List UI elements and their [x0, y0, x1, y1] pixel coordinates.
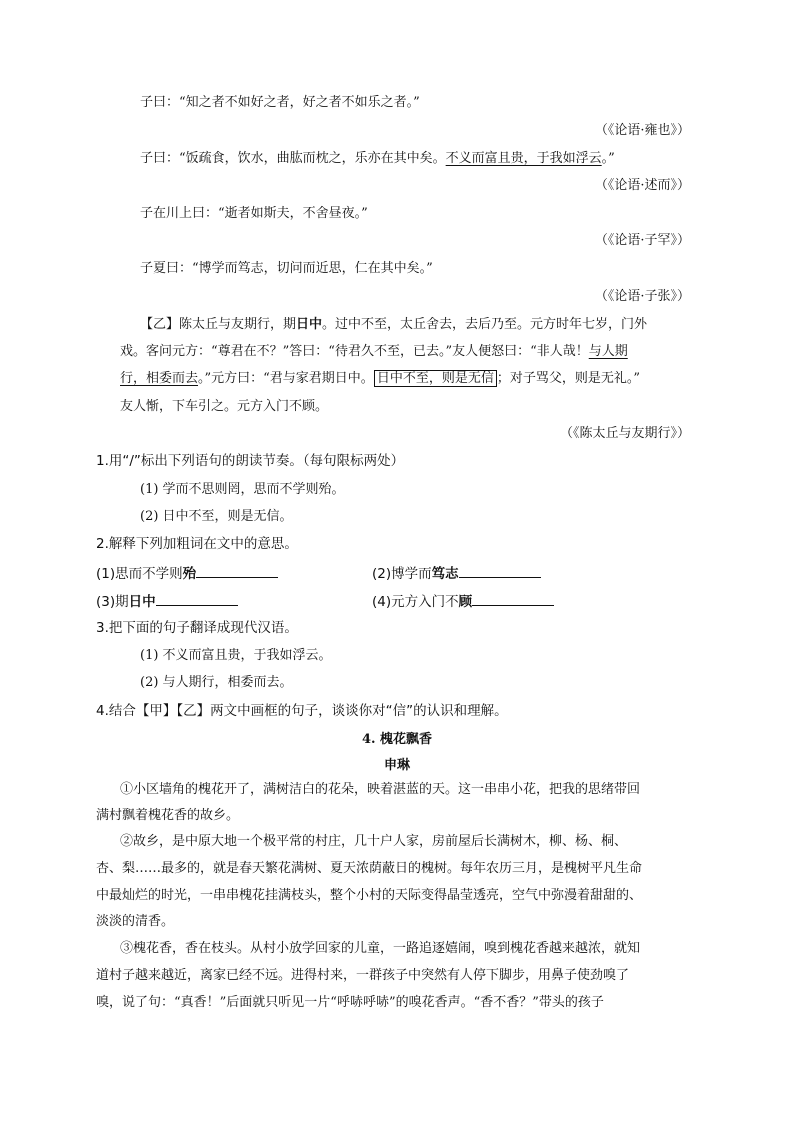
analects-line-2-text: 子曰：“饭疏食，饮水，曲肱而枕之，乐亦在其中矣。: [140, 151, 446, 166]
q2-item-3: [96, 591, 238, 611]
p3-line-3: 嗅，说了句：“真香！”后面就只听见一片“呼哧呼哧”的嗅花香声。“香不香？”带头的孩子: [96, 995, 604, 1010]
q3-item-2: (2) 与人期行，相委而去。: [140, 675, 293, 690]
q1-item-1: (1) 学而不思则罔，思而不学则殆。: [140, 482, 345, 497]
underlined-sentence: 不义而富且贵，于我如浮云: [445, 151, 602, 166]
q2-stem: 2.解释下列加粗词在文中的意思。: [96, 536, 298, 552]
p3-line-2: 道村子越来越近，离家已经不远。进得村来，一群孩子中突然有人停下脚步，用鼻子使劲嗅了: [96, 968, 630, 983]
yi-line-4: 友人惭，下车引之。元方入门不顾。: [120, 399, 329, 414]
analects-line-1: 子曰：“知之者不如好之者，好之者不如乐之者。”: [140, 95, 420, 110]
q2-item-2-pre: (2)博学而: [372, 566, 432, 582]
yi-source: （《陈太丘与友期行》）: [559, 426, 690, 441]
yi-l3a: 。”元方曰：“君与家君期日中。: [198, 371, 374, 386]
q2-item-2-bold: 笃志: [431, 566, 459, 582]
answer-blank-2[interactable]: [459, 563, 541, 578]
q2-item-4-pre: (4)元方入门不: [372, 594, 459, 610]
analects-line-4: 子夏曰：“博学而笃志，切问而近思，仁在其中矣。”: [140, 261, 433, 276]
analects-source-1: （《论语·雍也》）: [594, 123, 690, 138]
yi-line-1: [140, 316, 647, 334]
yi-underline-2: 行，相委而去: [120, 371, 199, 386]
p2-line-1: ②故乡，是中原大地一个极平常的村庄，几十户人家，房前屋后长满树木，柳、杨、桐、: [120, 834, 628, 849]
answer-blank-4[interactable]: [472, 591, 554, 606]
p1-line-1: ①小区墙角的槐花开了，满树洁白的花朵，映着湛蓝的天。这一串串小花，把我的思绪带回: [120, 782, 641, 797]
q2-item-4: [372, 591, 554, 611]
yi-bold-riZhong: 日中: [296, 317, 323, 332]
yi-l2a: 戏。客问元方：“尊君在不？”答曰：“待君久不至，已去。”友人便怒曰：“非人哉！: [120, 344, 589, 359]
analects-line-2: [140, 150, 615, 168]
analects-source-2: （《论语·述而》）: [594, 178, 690, 193]
p2-line-2: 杏、梨……最多的，就是春天繁花满树、夏天浓荫蔽日的槐树。每年农历三月，是槐树平凡生命: [96, 861, 643, 876]
boxed-sentence: 日中不至，则是无信: [374, 370, 497, 387]
q3-stem: 3.把下面的句子翻译成现代汉语。: [96, 620, 298, 636]
p1-line-2: 满村飘着槐花香的故乡。: [96, 808, 240, 823]
article-title: 4. 槐花飘香: [361, 732, 433, 747]
yi-underline-1: 与人期: [588, 344, 628, 359]
yi-l3b: ；对子骂父，则是无礼。”: [496, 371, 640, 386]
q2-item-2: [372, 563, 541, 583]
p2-line-4: 淡淡的清香。: [96, 914, 175, 929]
yi-l1a: 【乙】陈太丘与友期行，期: [140, 317, 297, 332]
q2-item-1-pre: (1)思而不学则: [96, 566, 183, 582]
analects-line-3: 子在川上曰：“逝者如斯夫，不舍昼夜。”: [140, 206, 368, 221]
q2-item-3-bold: 日中: [128, 594, 156, 610]
article-author: 申琳: [383, 758, 410, 773]
q2-item-1-bold: 殆: [182, 566, 197, 582]
analects-source-4: （《论语·子张》）: [594, 289, 690, 304]
analects-line-2-end: 。”: [601, 151, 615, 166]
q2-item-3-pre: (3)期: [96, 594, 129, 610]
q1-item-2: (2) 日中不至，则是无信。: [140, 509, 293, 524]
analects-source-3: （《论语·子罕》）: [594, 233, 690, 248]
q3-item-1: (1) 不义而富且贵，于我如浮云。: [140, 648, 332, 663]
yi-l1c: 。过中不至，太丘舍去，去后乃至。元方时年七岁，门外: [322, 317, 648, 332]
answer-blank-3[interactable]: [156, 591, 238, 606]
yi-line-2: [120, 343, 628, 361]
q1-stem: 1.用“/”标出下列语句的朗读节奏。（每句限标两处）: [96, 453, 405, 469]
q2-item-1: [96, 563, 278, 583]
p3-line-1: ③槐花香，香在枝头。从村小放学回家的儿童，一路追逐嬉闹，嗅到槐花香越来越浓，就知: [120, 941, 641, 956]
q4-stem: 4.结合【甲】【乙】两文中画框的句子，谈谈你对“信”的认识和理解。: [96, 703, 508, 719]
p2-line-3: 中最灿烂的时光，一串串槐花挂满枝头，整个小村的天际变得晶莹透亮，空气中弥漫着甜甜的、: [96, 888, 643, 903]
answer-blank-1[interactable]: [196, 563, 278, 578]
yi-line-3: [120, 370, 640, 388]
q2-item-4-bold: 顾: [458, 594, 473, 610]
